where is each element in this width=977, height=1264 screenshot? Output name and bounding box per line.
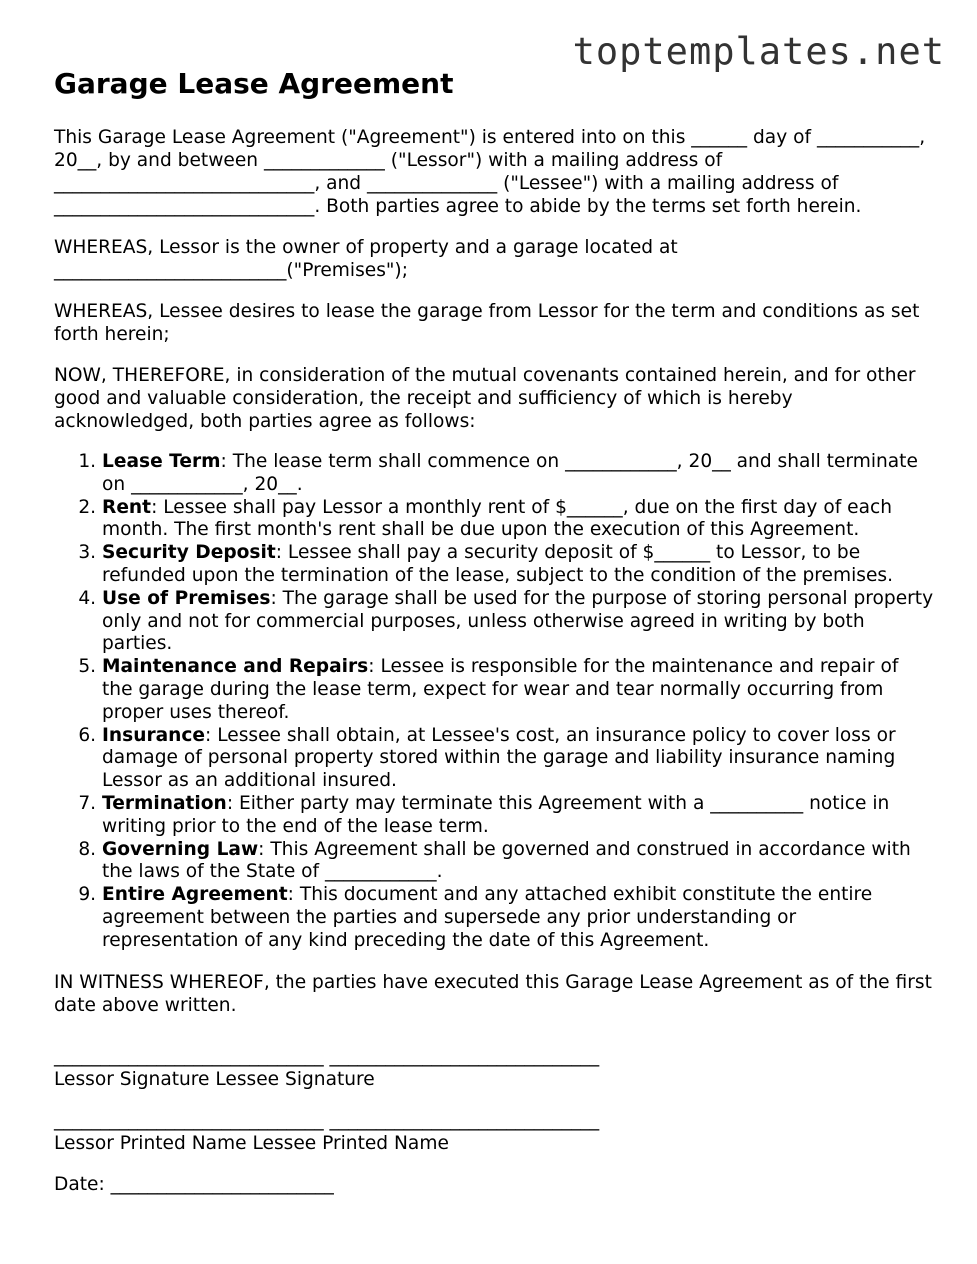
clause-heading: Insurance	[102, 724, 206, 746]
clause-text: : Lessee shall pay a security deposit of $______ to Lessor, to be refunded upon the termination of the lease, subject to the condition of the premises.	[102, 542, 893, 586]
clause-heading: Entire Agreement	[102, 884, 288, 906]
clause-text: : Lessee is responsible for the maintenance and repair of the garage during the lease term, expect for wear and tear normally occurring from proper uses thereof.	[102, 656, 899, 723]
now-therefore: NOW, THEREFORE, in consideration of the mutual covenants contained herein, and for other good and valuable consideration, the receipt and sufficiency of which is hereby acknowledged, both parties agree as follows:	[54, 365, 916, 432]
clause-heading: Rent	[102, 496, 152, 518]
clause-text: : This document and any attached exhibit constitute the entire agreement between the parties and supersede any prior understanding or representation of any kind preceding the date of this Agreement.	[102, 884, 873, 951]
clause-text: : Either party may terminate this Agreement with a __________ notice in writing prior to the end of the lease term.	[102, 792, 890, 837]
date-line: Date: ________________________	[54, 1173, 334, 1195]
printed-name-label: Lessor Printed Name Lessee Printed Name	[54, 1132, 449, 1154]
clause-item	[102, 839, 934, 885]
clause-item	[102, 656, 934, 724]
signature-block	[54, 1045, 934, 1091]
watermark: toptemplates.net	[572, 30, 945, 73]
clause-heading: Security Deposit	[102, 542, 276, 564]
clause-heading: Governing Law	[102, 838, 259, 860]
whereas-premises: WHEREAS, Lessor is the owner of property and a garage located at _________________________("Premises");	[54, 237, 678, 281]
intro-paragraph: This Garage Lease Agreement ("Agreement") is entered into on this ______ day of ___________, 20__, by and between _____________ ("Lessor") with a mailing address of ____________________________, and ______________ ("Lessee") with a mailing address of ____________________________. Both parties agree to abide by the terms set forth herein.	[54, 127, 926, 217]
clause-item	[102, 725, 934, 793]
clause-text: : Lessee shall pay Lessor a monthly rent of $______, due on the first day of each month. The first month's rent shall be due upon the execution of this Agreement.	[102, 496, 892, 541]
clause-item	[102, 542, 934, 588]
clause-heading: Maintenance and Repairs	[102, 656, 369, 678]
clause-text: : The lease term shall commence on ____________, 20__ and shall terminate on ____________, 20__.	[102, 451, 918, 495]
witness-paragraph: IN WITNESS WHEREOF, the parties have executed this Garage Lease Agreement as of the first date above written.	[54, 971, 932, 1016]
clause-item	[102, 793, 934, 839]
clauses-list	[54, 451, 934, 953]
clause-text: : The garage shall be used for the purpose of storing personal property only and not for commercial purposes, unless otherwise agreed in writing by both parties.	[102, 587, 934, 655]
clause-item	[102, 451, 934, 497]
signature-line: _____________________________ _____________________________	[54, 1045, 600, 1067]
clause-heading: Use of Premises	[102, 587, 271, 609]
whereas-lessee: WHEREAS, Lessee desires to lease the garage from Lessor for the term and conditions as set forth herein;	[54, 301, 920, 345]
signature-label: Lessor Signature Lessee Signature	[54, 1068, 375, 1090]
clause-heading: Termination	[102, 792, 227, 814]
clause-item	[102, 884, 934, 952]
clause-item	[102, 497, 934, 543]
printed-name-line: _____________________________ _____________________________	[54, 1109, 600, 1131]
document-title: Garage Lease Agreement	[54, 67, 454, 100]
clause-text: : Lessee shall obtain, at Lessee's cost, an insurance policy to cover loss or damage of personal property stored within the garage and liability insurance naming Lessor as an additional insured.	[102, 724, 896, 792]
clause-heading: Lease Term	[102, 451, 221, 472]
clause-text: : This Agreement shall be governed and construed in accordance with the laws of the State of ____________.	[102, 838, 911, 883]
document-page	[54, 66, 934, 1196]
clause-item	[102, 588, 934, 656]
printed-name-block	[54, 1109, 934, 1155]
